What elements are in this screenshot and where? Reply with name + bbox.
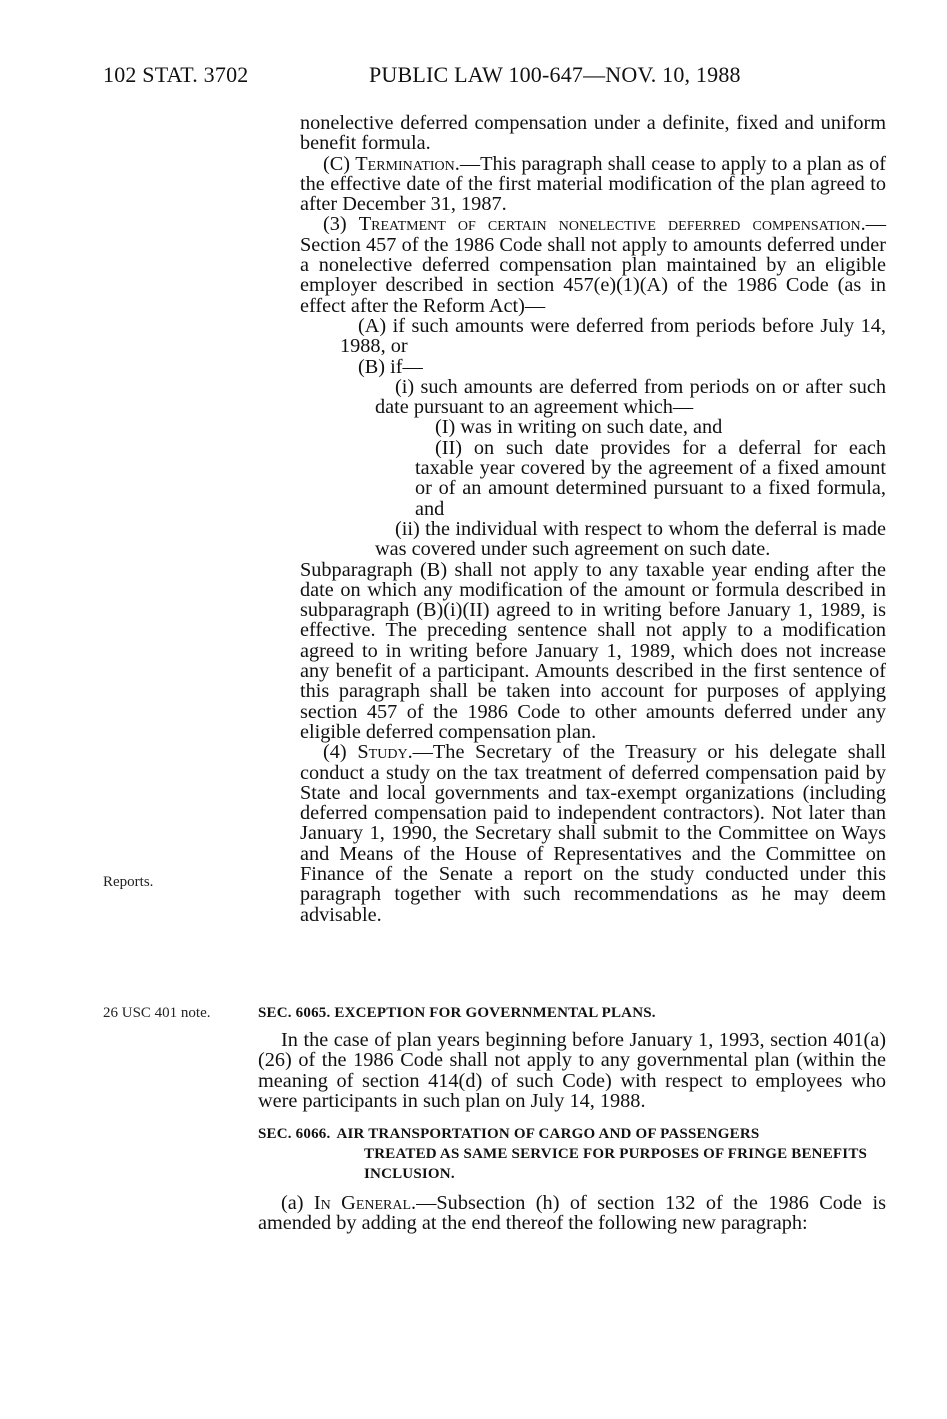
section-6066-heading-line1 [258, 1124, 886, 1144]
section-6065 [258, 1003, 886, 1111]
section-6065-heading: SEC. 6065. EXCEPTION FOR GOVERNMENTAL PLANS. [258, 1005, 656, 1021]
subparagraph-b: (B) if— [358, 355, 423, 378]
public-law-title: PUBLIC LAW 100-647—NOV. 10, 1988 [369, 62, 741, 87]
paragraph-3-label: (3) [323, 213, 359, 236]
subparagraph-c-heading: Termination [355, 152, 455, 175]
clause-i: (i) such amounts are deferred from periods on or after such date pursuant to an agreement which— [375, 375, 886, 419]
subparagraph-c-label: (C) [323, 152, 356, 175]
paragraph-4-text: .—The Secretary of the Treasury or his delegate shall conduct a study on the tax treatment of deferred compensation paid by State and local governments and tax-exempt organizations (including deferred compensation paid to independent contractors). Not later than January 1, 1990, the Secretary shall submit to the Committee on Ways and Means of the House of Representatives and the Committee on Finance of the Senate a report on the study conducted under this paragraph together with such recommendations as he may deem advisable. [300, 741, 887, 926]
section-6065-text: In the case of plan years beginning before January 1, 1993, section 401(a)(26) of the 1986 Code shall not apply to any governmental plan (within the meaning of section 414(d) of such Code) with respect to employees who were participants in such plan on July 14, 1988. [258, 1029, 886, 1112]
statute-citation: 102 STAT. 3702 [103, 62, 249, 87]
section-6066-title-rest: TREATED AS SAME SERVICE FOR PURPOSES OF FRINGE BENEFITS INCLUSION. [364, 1146, 868, 1182]
paragraph-4-heading: Study [357, 741, 408, 764]
paragraph-4 [300, 742, 886, 925]
subparagraph-c [300, 154, 886, 215]
subclause-I: (I) was in writing on such date, and [435, 416, 723, 439]
margin-note-usc: 26 USC 401 note. [103, 1005, 211, 1021]
paragraph-4-label: (4) [323, 741, 358, 764]
section-6066-subsection-a [258, 1193, 886, 1234]
paragraph-3-heading: Treatment of certain nonelective deferred compensation [358, 213, 861, 236]
paragraph-continuation: nonelective deferred compensation under a definite, fixed and uniform benefit formula. [300, 112, 886, 155]
subsection-a-heading: In General [313, 1192, 412, 1214]
main-text-column [300, 113, 886, 925]
subparagraph-a: (A) if such amounts were deferred from periods before July 14, 1988, or [340, 314, 886, 358]
clause-ii: (ii) the individual with respect to whom the deferral is made was covered under such agreement on such date. [375, 517, 886, 561]
page-header [103, 60, 893, 90]
section-6066-title-line1: AIR TRANSPORTATION OF CARGO AND OF PASSENGERS [336, 1126, 760, 1142]
paragraph-3 [300, 214, 886, 315]
subsection-a-label: (a) [281, 1192, 314, 1214]
section-6066-number: SEC. 6066. [258, 1126, 331, 1142]
subparagraph-b-flush-text: Subparagraph (B) shall not apply to any taxable year ending after the date on which any modification of the amount or formula described in subparagraph (B)(i)(II) agreed to in writing before January 1, 1989, is effective. The preceding sentence shall not apply to a modification agreed to in writing before January 1, 1989, which does not increase any benefit of a participant. Amounts described in the first sentence of this paragraph shall be taken into account for purposes of applying section 457 of the 1986 Code to other amounts deferred under any eligible deferred compensation plan. [300, 558, 886, 743]
subclause-II: (II) on such date provides for a deferral for each taxable year covered by the agreement of a fixed amount or of an amount determined pursuant to a fixed formula, and [415, 436, 886, 520]
margin-note-reports: Reports. [103, 874, 154, 890]
section-6066 [258, 1124, 886, 1234]
subparagraph-c-text: .—This paragraph shall cease to apply to a plan as of the effective date of the first material modification of the plan agreed to after December 31, 1987. [300, 152, 886, 216]
section-6066-heading [258, 1124, 886, 1184]
subsection-a-text: .—Subsection (h) of section 132 of the 1986 Code is amended by adding at the end thereof the following new paragraph: [258, 1192, 886, 1235]
paragraph-3-text: .—Section 457 of the 1986 Code shall not apply to amounts deferred under a nonelective deferred compensation plan maintained by an eligible employer described in section 457(e)(1)(A) of the 1986 Code (as in effect after the Reform Act)— [300, 213, 886, 317]
